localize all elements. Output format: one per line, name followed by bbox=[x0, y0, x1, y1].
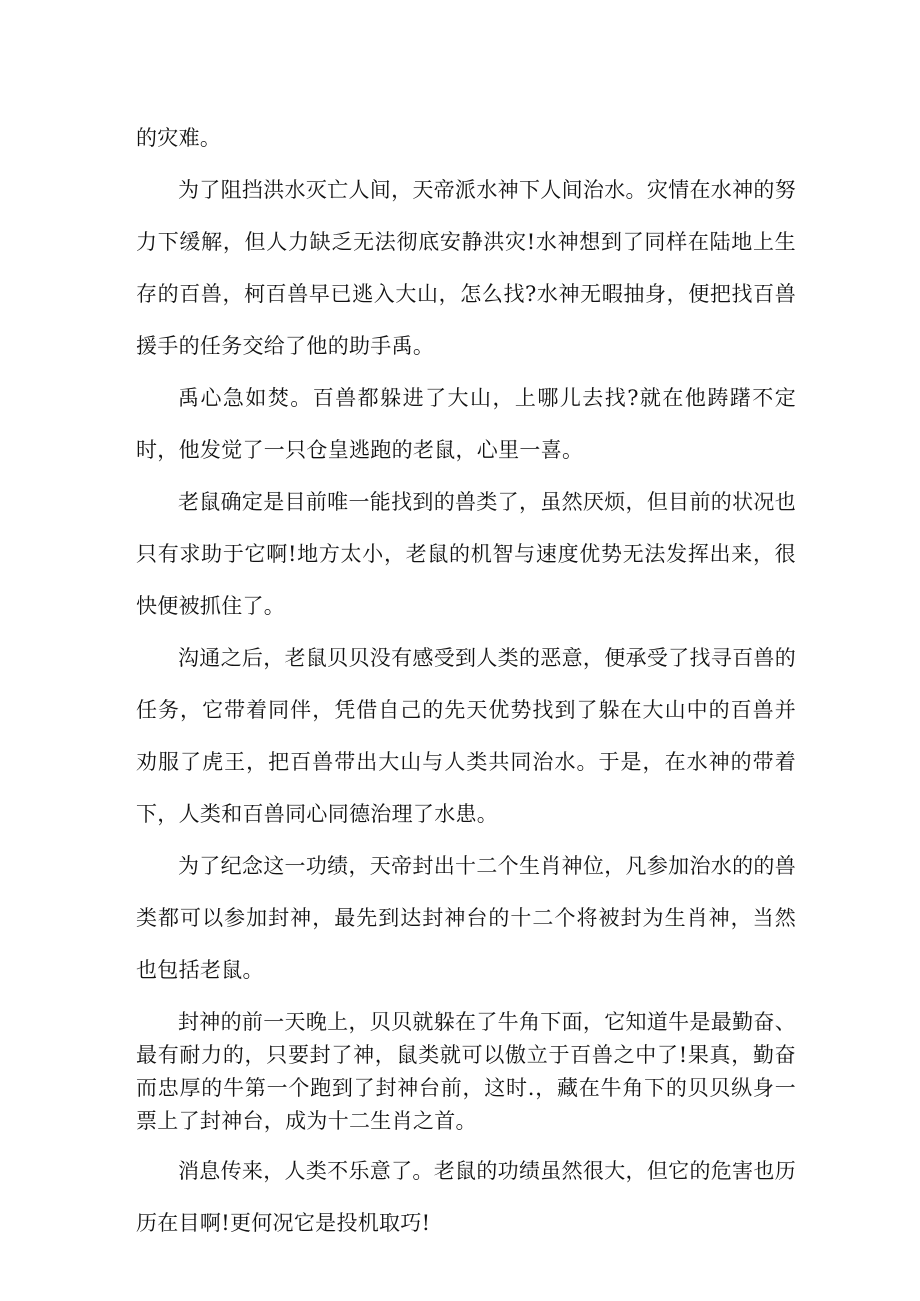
paragraph-1: 的灾难。 bbox=[136, 126, 222, 150]
paragraph-2: 为了阻挡洪水灭亡人间，天帝派水神下人间治水。灾情在水神的努力下缓解，但人力缺乏无法彻底安静洪灾!水神想到了同样在陆地上生存的百兽，柯百兽早已逃入大山，怎么找?水神无暇抽身，便把找百兽援手的任务交给了他的助手禹。 bbox=[136, 178, 796, 358]
document-body bbox=[136, 112, 796, 1249]
paragraph-3: 禹心急如焚。百兽都躲进了大山，上哪儿去找?就在他踌躇不定时，他发觉了一只仓皇逃跑的老鼠，心里一喜。 bbox=[136, 386, 796, 462]
paragraph-8: 消息传来，人类不乐意了。老鼠的功绩虽然很大，但它的危害也历历在目啊!更何况它是投机取巧! bbox=[136, 1159, 796, 1235]
paragraph-7: 封神的前一天晚上，贝贝就躲在了牛角下面，它知道牛是最勤奋、最有耐力的，只要封了神，鼠类就可以傲立于百兽之中了!果真，勤奋而忠厚的牛第一个跑到了封神台前，这时.，藏在牛角下的贝贝纵身一票上了封神台，成为十二生肖之首。 bbox=[136, 1010, 796, 1133]
paragraph-6: 为了纪念这一功绩，天帝封出十二个生肖神位，凡参加治水的的兽类都可以参加封神，最先到达封神台的十二个将被封为生肖神，当然也包括老鼠。 bbox=[136, 854, 796, 982]
paragraph-5: 沟通之后，老鼠贝贝没有感受到人类的恶意，便承受了找寻百兽的任务，它带着同伴，凭借自己的先天优势找到了躲在大山中的百兽并劝服了虎王，把百兽带出大山与人类共同治水。于是，在水神的带着下，人类和百兽同心同德治理了水患。 bbox=[136, 646, 796, 826]
paragraph-4: 老鼠确定是目前唯一能找到的兽类了，虽然厌烦，但目前的状况也只有求助于它啊!地方太小，老鼠的机智与速度优势无法发挥出来，很快便被抓住了。 bbox=[136, 490, 796, 618]
